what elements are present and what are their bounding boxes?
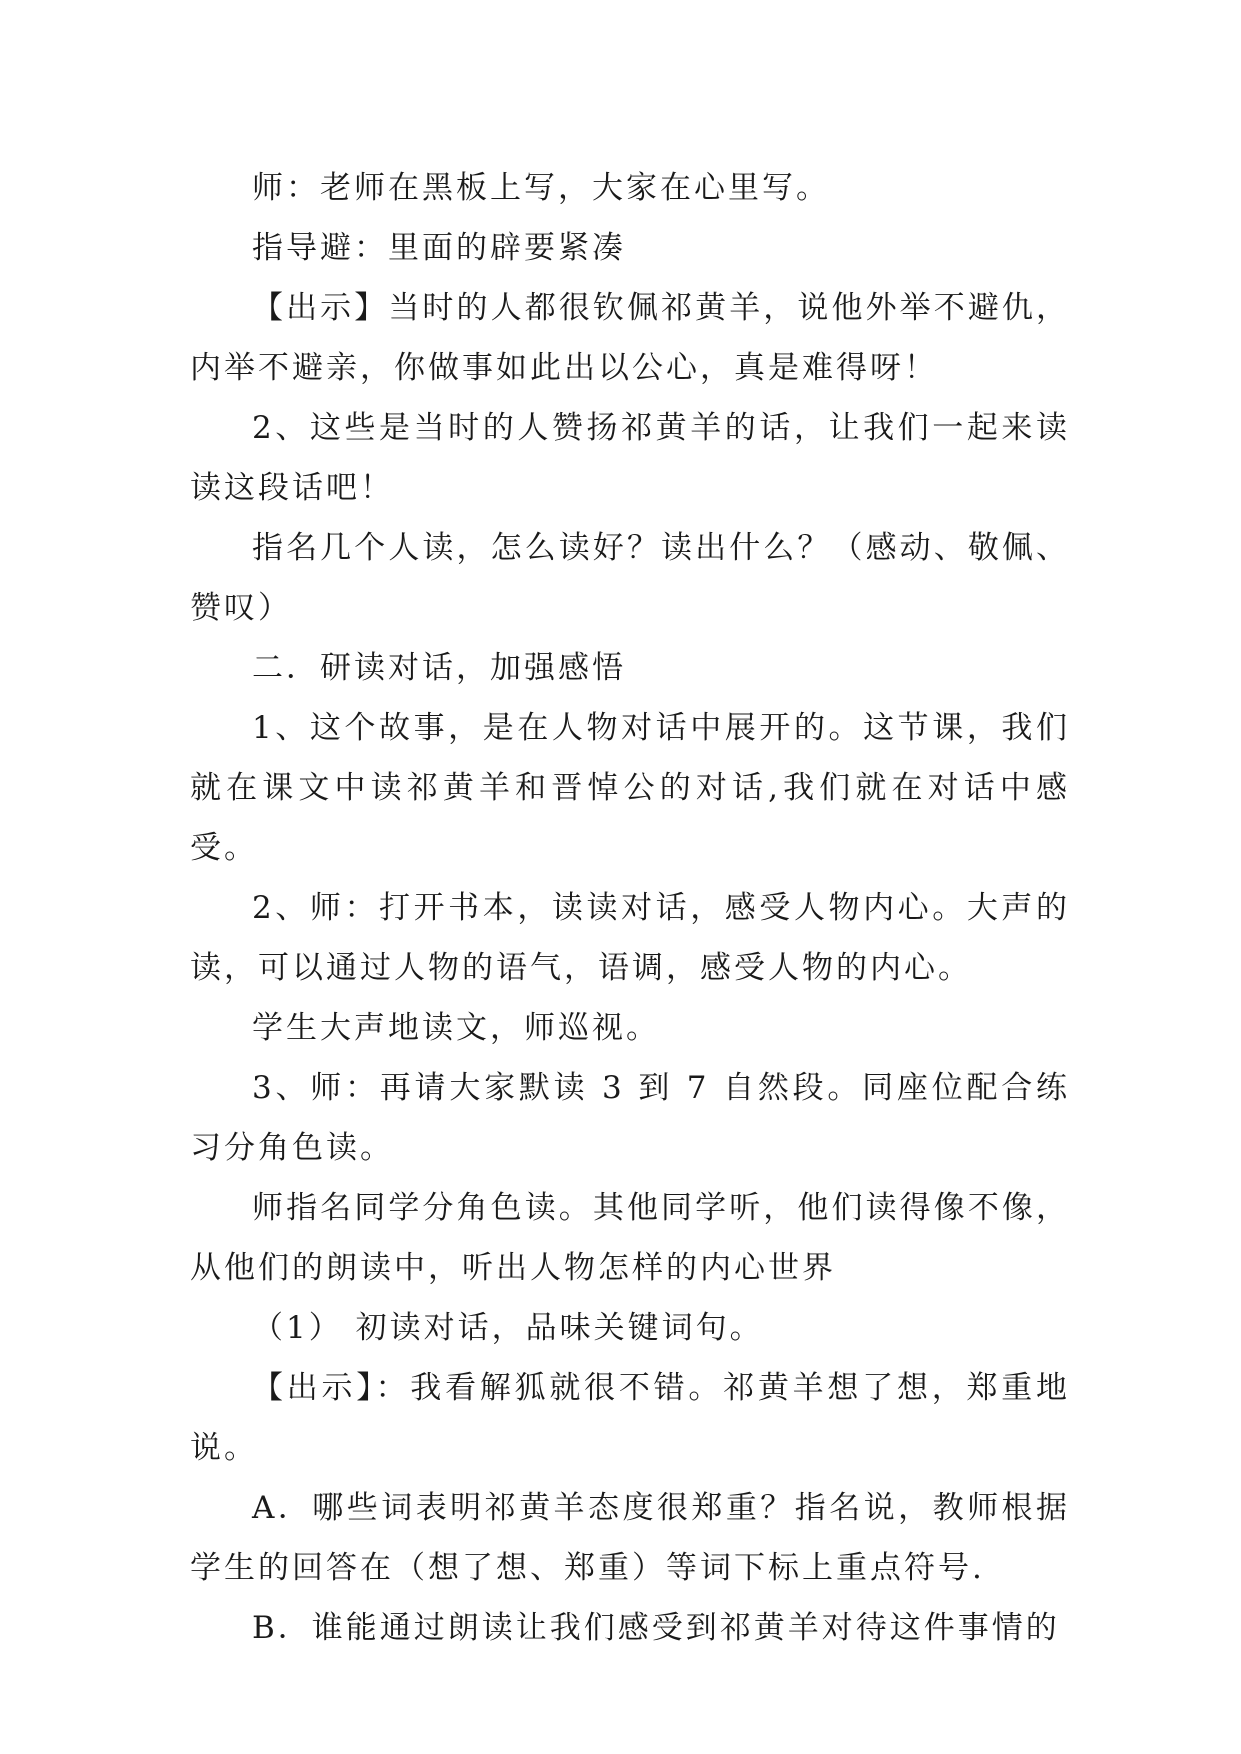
paragraph: 指导避：里面的辟要紧凑	[252, 230, 626, 266]
paragraph: A．哪些词表明祁黄羊态度很郑重？指名说，教师根据学生的回答在（想了想、郑重）等词下标上重点符号.	[190, 1490, 1070, 1586]
paragraph: 师：老师在黑板上写，大家在心里写。	[252, 170, 830, 206]
document-body	[190, 158, 1070, 1658]
paragraph: 2、师：打开书本，读读对话，感受人物内心。大声的读，可以通过人物的语气，语调，感受人物的内心。	[190, 890, 1070, 986]
paragraph: 3、师：再请大家默读 3 到 7 自然段。同座位配合练习分角色读。	[190, 1070, 1070, 1166]
paragraph: 【出示】当时的人都很钦佩祁黄羊，说他外举不避仇，内举不避亲，你做事如此出以公心，真是难得呀！	[190, 290, 1070, 386]
paragraph: 学生大声地读文，师巡视。	[252, 1010, 660, 1046]
paragraph: 1、这个故事，是在人物对话中展开的。这节课，我们就在课文中读祁黄羊和晋悼公的对话,我们就在对话中感受。	[190, 710, 1070, 866]
paragraph: 【出示】：我看解狐就很不错。祁黄羊想了想，郑重地说。	[190, 1370, 1070, 1466]
paragraph: 师指名同学分角色读。其他同学听，他们读得像不像，从他们的朗读中，听出人物怎样的内心世界	[190, 1190, 1070, 1286]
paragraph: 指名几个人读，怎么读好？读出什么？（感动、敬佩、赞叹）	[190, 530, 1070, 626]
paragraph: B．谁能通过朗读让我们感受到祁黄羊对待这件事情的	[252, 1610, 1060, 1646]
paragraph: 2、这些是当时的人赞扬祁黄羊的话，让我们一起来读读这段话吧！	[190, 410, 1070, 506]
sub-heading: （1） 初读对话，品味关键词句。	[252, 1310, 764, 1346]
section-heading: 二．研读对话，加强感悟	[252, 650, 626, 686]
